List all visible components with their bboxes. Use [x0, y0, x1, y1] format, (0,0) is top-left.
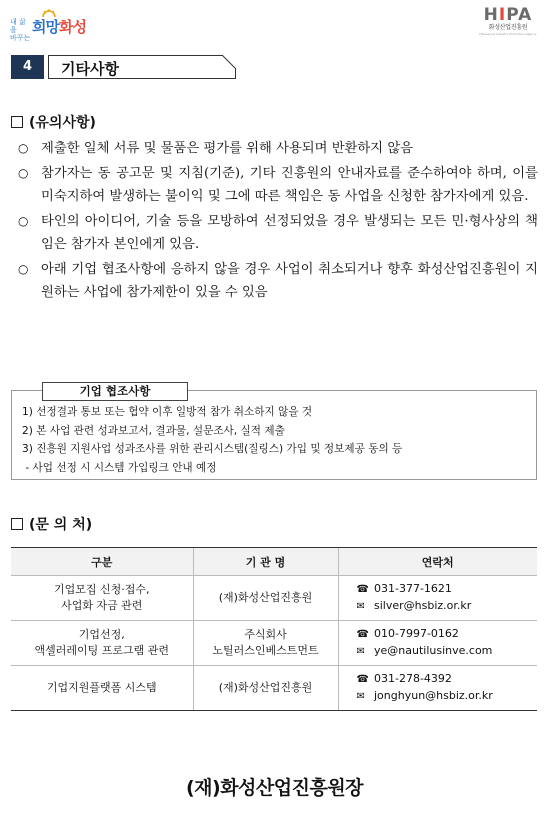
section-number-badge: 4 — [11, 55, 44, 79]
table-row — [11, 576, 537, 621]
phone-icon: ☎ — [356, 674, 369, 685]
cooperation-list — [22, 403, 402, 477]
phone-number[interactable]: 031-377-1621 — [374, 582, 452, 595]
hipa-tagline: Hwaseong Industry Promotion Agency — [479, 32, 537, 36]
list-item: 1) 선정결과 통보 또는 협약 이후 일방적 참가 취소하지 않을 것 — [22, 406, 313, 418]
email-icon: ✉ — [356, 601, 365, 612]
list-item: 2) 본 사업 관련 성과보고서, 결과물, 설문조사, 실적 제출 — [22, 424, 285, 437]
table-header-row — [11, 548, 537, 576]
email-address[interactable]: jonghyun@hsbiz.or.kr — [374, 689, 493, 702]
column-header-organization: 기 관 명 — [193, 548, 338, 576]
folded-corner-icon — [48, 55, 238, 79]
section-title: 기타사항 — [61, 60, 119, 78]
contact-cell — [338, 621, 537, 666]
hipa-mark: HIPA — [483, 5, 533, 25]
phone-icon: ☎ — [356, 584, 369, 595]
phone-number[interactable]: 031-278-4392 — [374, 672, 452, 685]
notes-heading: (유의사항) — [11, 112, 96, 132]
signature: (재)화성산업진흥원장 — [185, 777, 364, 799]
email-address[interactable]: silver@hsbiz.or.kr — [374, 599, 472, 612]
circle-bullet-icon: ○ — [18, 141, 29, 155]
list-item: 3) 진흥원 지원사업 성과조사를 위한 관리시스템(질링스) 가입 및 정보제공 동의 등 — [22, 443, 403, 455]
email-icon: ✉ — [356, 691, 365, 702]
cooperation-label: 기업 협조사항 — [42, 382, 188, 401]
hope-hwaseong-logo — [10, 8, 100, 42]
cooperation-box — [11, 384, 537, 480]
category-cell: 기업지원플랫폼 시스템 — [11, 666, 193, 711]
contact-cell — [338, 576, 537, 621]
contact-heading: (문 의 처) — [11, 514, 92, 534]
checkbox-square-icon — [11, 518, 23, 530]
list-item: ○ 제출한 일체 서류 및 물품은 평가를 위해 사용되며 반환하지 않음 — [18, 137, 538, 161]
contact-cell — [338, 666, 537, 711]
circle-bullet-icon: ○ — [18, 213, 29, 228]
phone-icon: ☎ — [356, 629, 369, 640]
table-row — [11, 666, 537, 711]
circle-bullet-icon: ○ — [18, 261, 29, 276]
list-item: ○ 타인의 아이디어, 기술 등을 모방하여 선정되었을 경우 발생되는 모든 민·형사상의 책임은 참가자 본인에게 있음. — [18, 210, 538, 257]
category-cell: 기업선정, 액셀러레이팅 프로그램 관련 — [11, 621, 193, 666]
checkbox-square-icon — [11, 116, 23, 128]
hipa-org-name: 화성산업진흥원 — [488, 24, 528, 31]
list-item: ○ 아래 기업 협조사항에 응하지 않을 경우 사업이 취소되거나 향후 화성산업진흥원이 지원하는 사업에 참가제한이 있을 수 있음 — [18, 258, 538, 305]
organization-cell: 주식회사 노틸러스인베스트먼트 — [193, 621, 338, 666]
column-header-category: 구분 — [11, 548, 193, 576]
hipa-logo — [479, 6, 537, 40]
list-item: - 사업 선정 시 시스템 가입링크 안내 예정 — [22, 461, 217, 474]
table-row — [11, 621, 537, 666]
logo-name: 희망화성 — [32, 18, 86, 36]
list-item: ○ 참가자는 동 공고문 및 지침(기준), 기타 진흥원의 안내자료를 준수하여야 하며, 이를 미숙지하여 발생하는 불이익 및 그에 따른 책임은 동 사업을 신청한 참가자에게 있음. — [18, 162, 538, 209]
email-icon: ✉ — [356, 646, 365, 657]
phone-number[interactable]: 010-7997-0162 — [374, 627, 459, 640]
logo-slogan: 내 삶을 바꾸는 — [10, 18, 31, 42]
notes-list — [18, 137, 538, 306]
contact-table — [11, 547, 537, 711]
category-cell: 기업모집 신청·접수, 사업화 자금 관련 — [11, 576, 193, 621]
email-address[interactable]: ye@nautilusinve.com — [374, 644, 493, 657]
organization-cell: (재)화성산업진흥원 — [193, 666, 338, 711]
organization-cell: (재)화성산업진흥원 — [193, 576, 338, 621]
circle-bullet-icon: ○ — [18, 165, 29, 180]
column-header-contact: 연락처 — [338, 548, 537, 576]
